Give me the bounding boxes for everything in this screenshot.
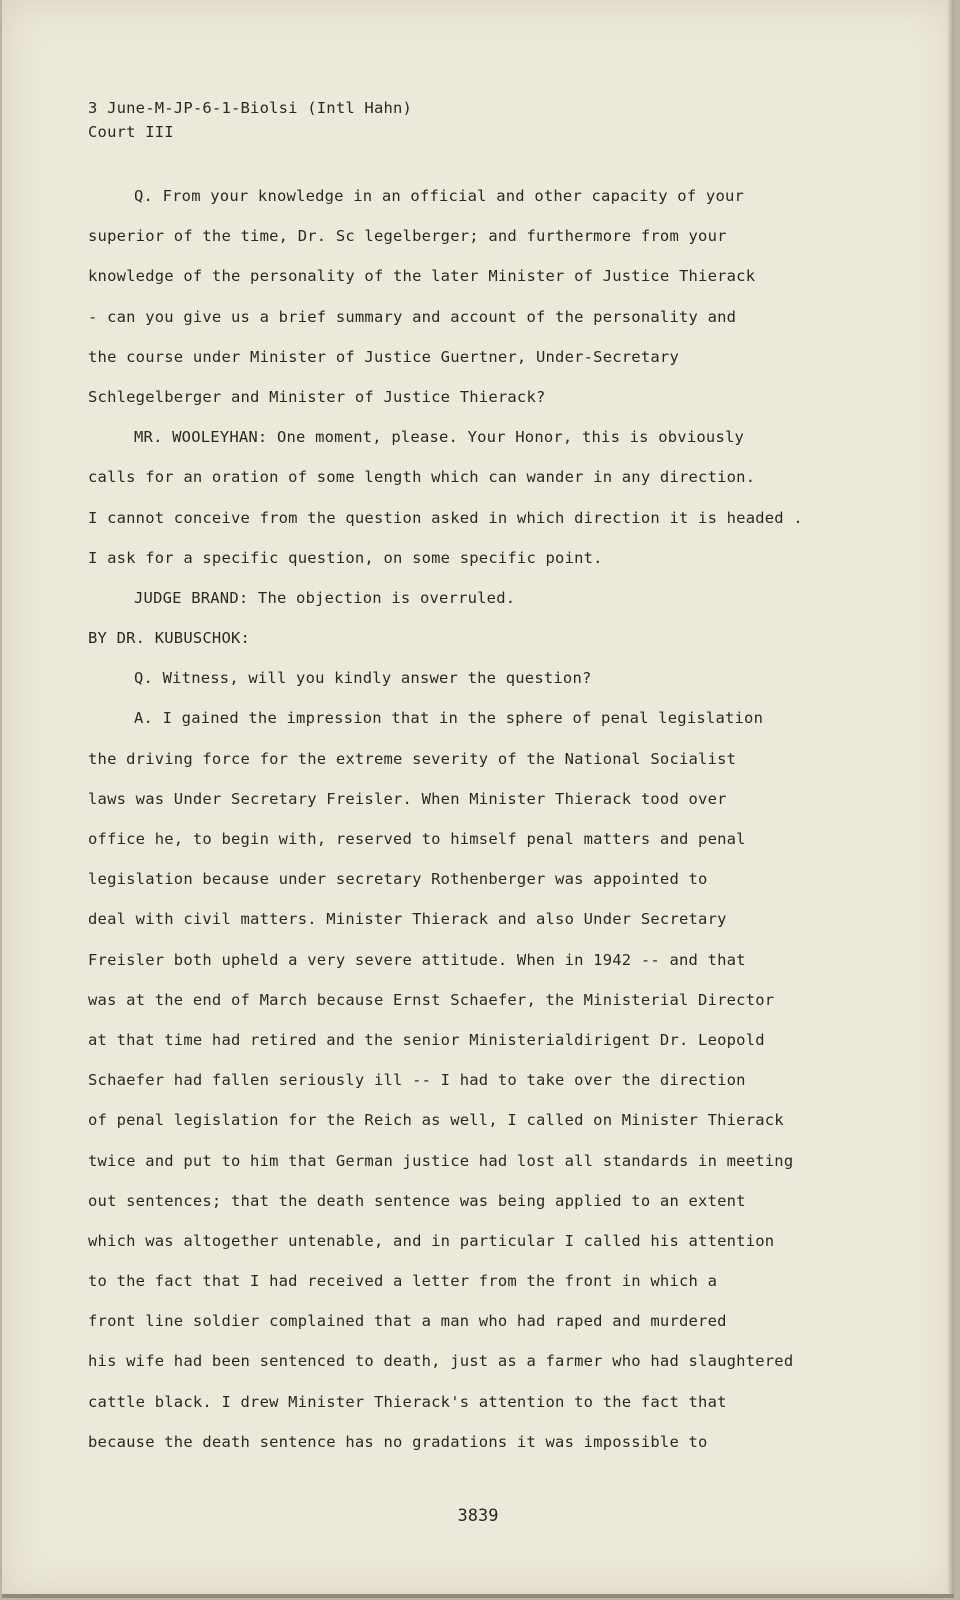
text-line: front line soldier complained that a man who had raped and murdered bbox=[88, 1312, 727, 1331]
text-line: deal with civil matters. Minister Thierack and also Under Secretary bbox=[88, 910, 727, 929]
text-line: his wife had been sentenced to death, just as a farmer who had slaughtered bbox=[88, 1352, 794, 1371]
text-line: knowledge of the personality of the later Minister of Justice Thierack bbox=[88, 267, 756, 286]
page-number: 3839 bbox=[457, 1506, 499, 1526]
text-line: laws was Under Secretary Freisler. When Minister Thierack tood over bbox=[88, 789, 727, 808]
text-line: to the fact that I had received a letter from the front in which a bbox=[88, 1272, 718, 1291]
text-line: MR. WOOLEYHAN: One moment, please. Your Honor, this is obviously bbox=[134, 428, 745, 447]
text-line: was at the end of March because Ernst Schaefer, the Ministerial Director bbox=[88, 990, 775, 1009]
text-line: superior of the time, Dr. Sc legelberger; and furthermore from your bbox=[88, 227, 727, 246]
text-line: twice and put to him that German justice had lost all standards in meeting bbox=[88, 1151, 794, 1170]
page-edge-shadow bbox=[948, 0, 954, 1598]
text-line: of penal legislation for the Reich as well, I called on Minister Thierack bbox=[88, 1111, 784, 1130]
text-line: because the death sentence has no gradations it was impossible to bbox=[88, 1432, 708, 1451]
text-line: I ask for a specific question, on some specific point. bbox=[88, 548, 603, 567]
page-bottom-border bbox=[2, 1594, 954, 1598]
text-line: Schaefer had fallen seriously ill -- I had to take over the direction bbox=[88, 1071, 746, 1090]
text-line: Q. Witness, will you kindly answer the question? bbox=[134, 669, 592, 688]
text-line: the driving force for the extreme severity of the National Socialist bbox=[88, 749, 737, 768]
document-page bbox=[2, 0, 954, 1598]
text-line: office he, to begin with, reserved to himself penal matters and penal bbox=[88, 830, 746, 848]
document-header bbox=[88, 96, 412, 144]
header-reference-line: 3 June-M-JP-6-1-Biolsi (Intl Hahn) bbox=[88, 99, 413, 117]
transcript-body bbox=[88, 176, 803, 1462]
text-line: legislation because under secretary Rothenberger was appointed to bbox=[88, 870, 708, 889]
text-line: JUDGE BRAND: The objection is overruled. bbox=[134, 588, 516, 607]
text-line: - can you give us a brief summary and account of the personality and bbox=[88, 307, 737, 326]
text-line: BY DR. KUBUSCHOK: bbox=[88, 629, 251, 648]
text-line: A. I gained the impression that in the sphere of penal legislation bbox=[134, 709, 764, 728]
text-line: out sentences; that the death sentence was being applied to an extent bbox=[88, 1191, 746, 1210]
text-line: calls for an oration of some length which can wander in any direction. bbox=[88, 468, 756, 487]
text-line: I cannot conceive from the question asked in which direction it is headed . bbox=[88, 508, 803, 527]
text-line: Schlegelberger and Minister of Justice Thierack? bbox=[88, 387, 546, 406]
text-line: the course under Minister of Justice Guertner, Under-Secretary bbox=[88, 347, 679, 366]
text-line: at that time had retired and the senior Ministerialdirigent Dr. Leopold bbox=[88, 1030, 765, 1049]
text-line: Q. From your knowledge in an official and other capacity of your bbox=[134, 187, 745, 205]
text-line: cattle black. I drew Minister Thierack's attention to the fact that bbox=[88, 1392, 727, 1411]
text-line: which was altogether untenable, and in particular I called his attention bbox=[88, 1231, 775, 1250]
header-court-line: Court III bbox=[88, 123, 174, 141]
text-line: Freisler both upheld a very severe attitude. When in 1942 -- and that bbox=[88, 950, 746, 969]
